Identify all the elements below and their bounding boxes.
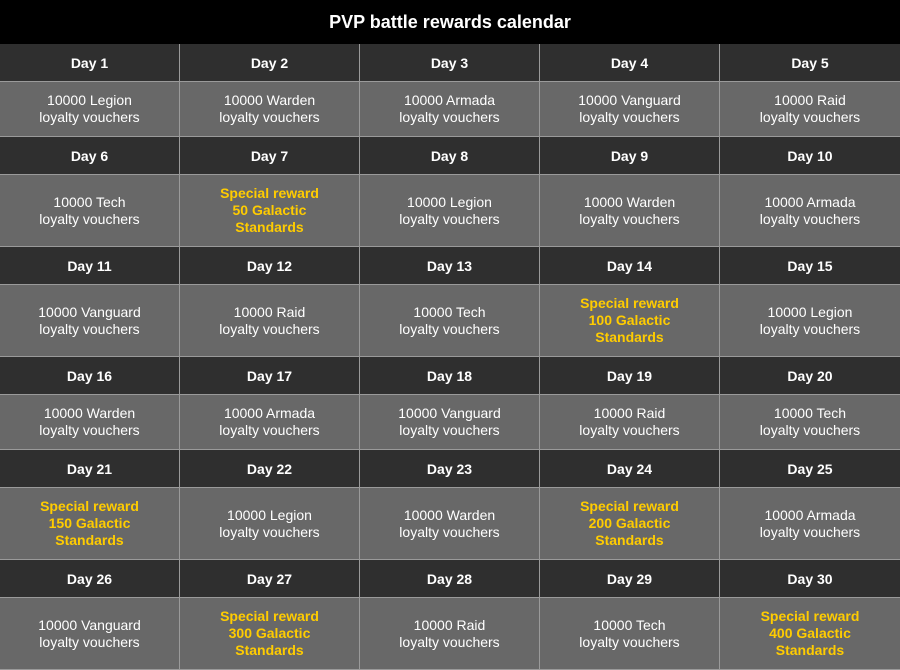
reward-cell [360, 175, 540, 247]
reward-line: loyalty vouchers [39, 109, 140, 125]
day-header: Day 3 [360, 44, 540, 82]
day-header: Day 16 [0, 357, 180, 395]
reward-line: loyalty vouchers [759, 523, 861, 540]
reward-cell [180, 285, 360, 357]
reward-line: loyalty vouchers [39, 422, 140, 438]
reward-line: Special reward [220, 185, 319, 201]
day-header: Day 24 [540, 450, 720, 488]
day-header: Day 29 [540, 560, 720, 598]
reward-line: 10000 Vanguard [398, 405, 501, 421]
reward-line: Special reward [580, 498, 679, 514]
special-reward-cell [720, 598, 900, 670]
reward-cell [720, 82, 900, 137]
day-header: Day 2 [180, 44, 360, 82]
day-header: Day 11 [0, 247, 180, 285]
reward-line: 10000 Warden [43, 405, 136, 421]
reward-cell [360, 598, 540, 670]
reward-line: loyalty vouchers [759, 210, 861, 227]
day-header: Day 25 [720, 450, 900, 488]
day-header: Day 17 [180, 357, 360, 395]
reward-text [399, 92, 499, 126]
reward-line: 10000 Armada [764, 193, 856, 210]
reward-line: Standards [595, 532, 664, 548]
reward-line: 10000 Tech [53, 193, 126, 210]
reward-cell [0, 395, 180, 450]
reward-text [219, 92, 319, 126]
reward-line: loyalty vouchers [759, 320, 861, 337]
reward-line: 150 Galactic [48, 515, 131, 531]
reward-cell [540, 82, 720, 137]
reward-line: 10000 Armada [764, 506, 856, 523]
day-header: Day 7 [180, 137, 360, 175]
reward-text [219, 405, 319, 439]
reward-text [580, 498, 679, 549]
reward-cell [360, 285, 540, 357]
reward-text [39, 92, 139, 126]
reward-line: Standards [235, 219, 304, 235]
reward-line: loyalty vouchers [579, 422, 680, 438]
reward-text [761, 608, 860, 659]
reward-cell [360, 488, 540, 560]
reward-line: Standards [775, 642, 845, 658]
reward-text [220, 185, 319, 236]
day-header: Day 14 [540, 247, 720, 285]
day-header: Day 30 [720, 560, 900, 598]
reward-line: 10000 Vanguard [38, 303, 141, 320]
reward-cell [720, 488, 900, 560]
reward-line: 10000 Warden [403, 506, 496, 523]
reward-line: 10000 Vanguard [38, 616, 141, 633]
reward-line: loyalty vouchers [399, 633, 500, 650]
reward-line: loyalty vouchers [399, 320, 500, 337]
day-header: Day 20 [720, 357, 900, 395]
reward-line: 10000 Raid [774, 92, 846, 108]
reward-cell [0, 175, 180, 247]
calendar-title: PVP battle rewards calendar [0, 0, 900, 44]
reward-line: loyalty vouchers [579, 633, 680, 650]
reward-line: loyalty vouchers [219, 523, 320, 540]
reward-text [38, 304, 141, 338]
reward-text [219, 304, 319, 338]
reward-line: loyalty vouchers [219, 422, 320, 438]
reward-line: loyalty vouchers [399, 210, 500, 227]
reward-text [579, 617, 679, 651]
reward-line: 10000 Vanguard [578, 92, 681, 108]
reward-cell [720, 285, 900, 357]
reward-cell [0, 82, 180, 137]
reward-line: 10000 Raid [233, 303, 306, 320]
reward-line: 50 Galactic [232, 202, 307, 218]
reward-text [760, 507, 860, 541]
reward-text [578, 92, 681, 126]
reward-line: loyalty vouchers [399, 523, 500, 540]
reward-cell [540, 598, 720, 670]
reward-text [219, 507, 319, 541]
reward-text [398, 405, 501, 439]
reward-line: loyalty vouchers [579, 210, 680, 227]
reward-cell [360, 82, 540, 137]
reward-line: loyalty vouchers [579, 109, 680, 125]
day-header: Day 9 [540, 137, 720, 175]
special-reward-cell [180, 175, 360, 247]
reward-line: 10000 Legion [767, 303, 853, 320]
day-header: Day 1 [0, 44, 180, 82]
reward-text [760, 92, 860, 126]
reward-line: Special reward [220, 608, 319, 624]
reward-line: loyalty vouchers [399, 422, 500, 438]
reward-text [399, 507, 499, 541]
day-header: Day 4 [540, 44, 720, 82]
reward-line: 200 Galactic [588, 515, 671, 531]
reward-text [399, 304, 499, 338]
reward-text [39, 405, 139, 439]
reward-cell [180, 488, 360, 560]
reward-cell [0, 598, 180, 670]
reward-line: loyalty vouchers [39, 633, 140, 650]
reward-line: 10000 Tech [773, 405, 847, 421]
day-header: Day 26 [0, 560, 180, 598]
reward-line: Standards [55, 532, 124, 548]
reward-line: 10000 Legion [407, 193, 492, 210]
reward-line: 300 Galactic [228, 625, 311, 641]
reward-text [579, 405, 679, 439]
day-header: Day 23 [360, 450, 540, 488]
reward-text [399, 617, 499, 651]
day-header: Day 13 [360, 247, 540, 285]
reward-line: 400 Galactic [769, 625, 851, 641]
reward-text [579, 194, 679, 228]
reward-line: 10000 Tech [593, 616, 666, 633]
reward-cell [360, 395, 540, 450]
special-reward-cell [540, 285, 720, 357]
reward-text [220, 608, 319, 659]
reward-line: 10000 Raid [413, 616, 486, 633]
reward-text [760, 304, 860, 338]
reward-line: 10000 Armada [403, 92, 496, 108]
day-header: Day 21 [0, 450, 180, 488]
day-header: Day 6 [0, 137, 180, 175]
day-header: Day 28 [360, 560, 540, 598]
reward-line: loyalty vouchers [219, 320, 320, 337]
reward-cell [720, 395, 900, 450]
reward-cell [540, 175, 720, 247]
reward-line: 10000 Armada [223, 405, 316, 421]
day-header: Day 18 [360, 357, 540, 395]
reward-line: loyalty vouchers [759, 422, 861, 438]
reward-line: 10000 Tech [413, 303, 486, 320]
reward-text [399, 194, 499, 228]
reward-text [760, 194, 860, 228]
day-header: Day 19 [540, 357, 720, 395]
reward-line: Standards [235, 642, 304, 658]
day-header: Day 15 [720, 247, 900, 285]
reward-line: Special reward [760, 608, 860, 624]
day-header: Day 8 [360, 137, 540, 175]
reward-line: 10000 Warden [583, 193, 676, 210]
reward-text [38, 617, 141, 651]
reward-text [40, 498, 139, 549]
reward-text [760, 405, 860, 439]
special-reward-cell [0, 488, 180, 560]
day-header: Day 12 [180, 247, 360, 285]
reward-line: 10000 Warden [223, 92, 316, 108]
reward-line: 100 Galactic [588, 312, 671, 328]
reward-text [39, 194, 139, 228]
reward-line: 10000 Raid [593, 405, 666, 421]
day-header: Day 27 [180, 560, 360, 598]
day-header: Day 5 [720, 44, 900, 82]
reward-line: Standards [595, 329, 664, 345]
reward-line: Special reward [40, 498, 139, 514]
reward-cell [0, 285, 180, 357]
reward-line: 10000 Legion [227, 506, 312, 523]
reward-cell [540, 395, 720, 450]
reward-text [580, 295, 679, 346]
reward-line: loyalty vouchers [219, 109, 320, 125]
reward-line: loyalty vouchers [399, 109, 500, 125]
reward-line: loyalty vouchers [39, 320, 140, 337]
reward-line: loyalty vouchers [39, 210, 140, 227]
special-reward-cell [180, 598, 360, 670]
reward-cell [180, 82, 360, 137]
day-header: Day 10 [720, 137, 900, 175]
reward-line: loyalty vouchers [759, 109, 861, 125]
day-header: Day 22 [180, 450, 360, 488]
reward-cell [180, 395, 360, 450]
reward-cell [720, 175, 900, 247]
reward-line: Special reward [580, 295, 679, 311]
special-reward-cell [540, 488, 720, 560]
reward-line: 10000 Legion [47, 92, 132, 108]
